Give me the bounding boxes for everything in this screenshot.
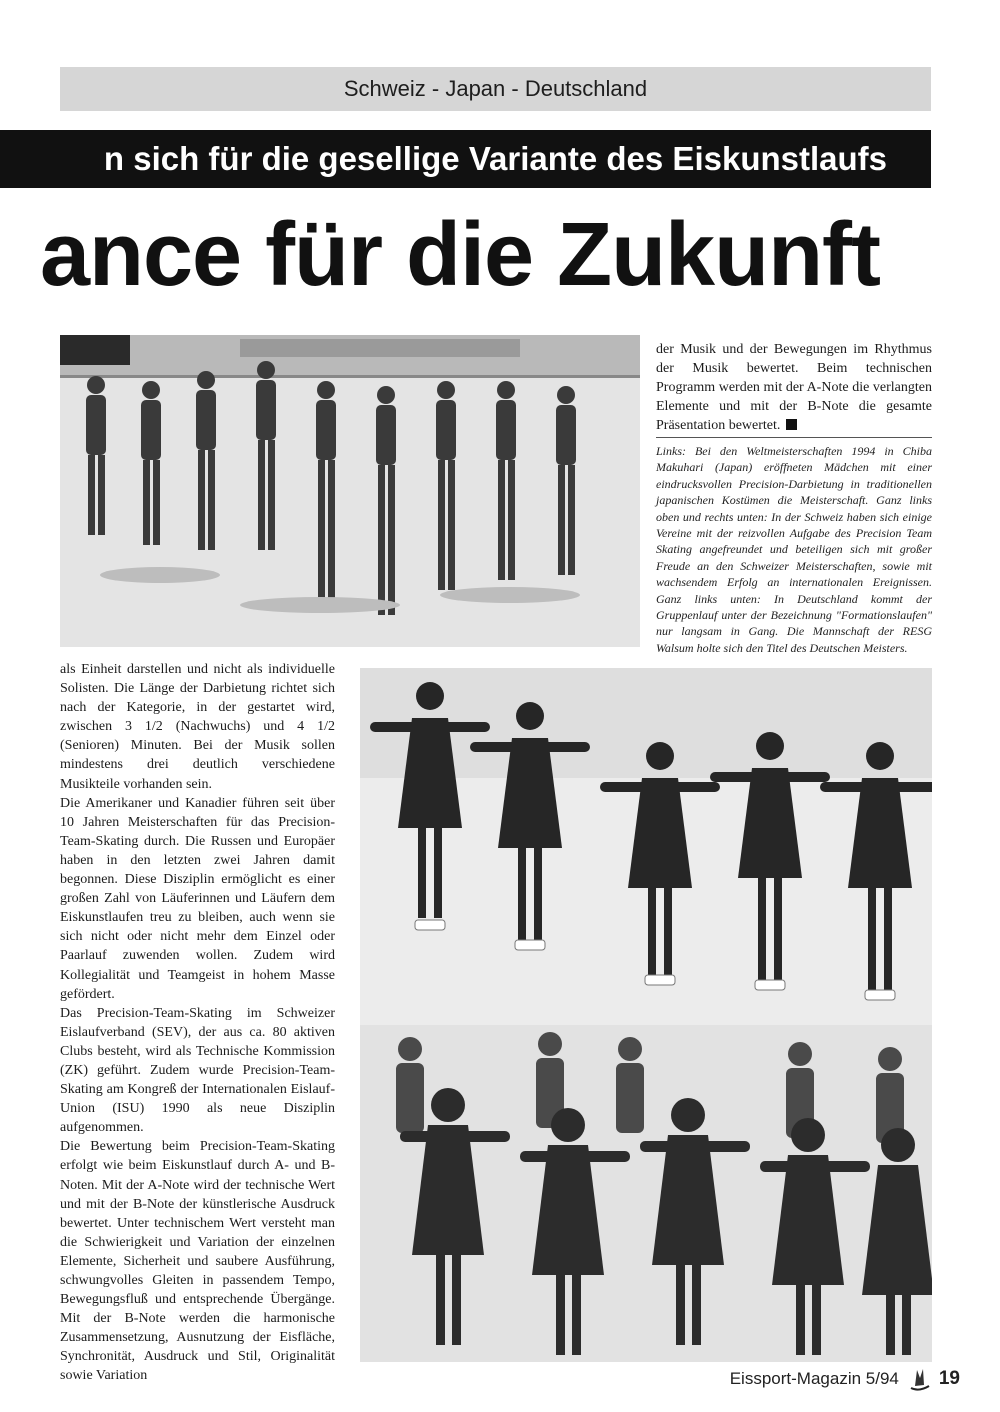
magazine-issue: Eissport-Magazin 5/94 [729,1369,899,1388]
body-paragraph: Die Amerikaner und Kanadier führen seit über 10 Jahren Meisterschaften für das Precision-Team-Skating durch. Die Russen und Europäer haben in den letzten zwei Jahren damit begonnen. Diese Disziplin ermöglicht es einer großen Zahl von Läuferinnen und Läufern dem Eiskunstlaufen treu zu bleiben, auch wenn sie sich nicht oder nicht mehr dem Einzel oder Paarlauf zuwenden wollen. Zudem wird Kollegialität und Teamgeist in hohem Masse gefördert. [60,795,335,1002]
caption-divider [656,437,932,438]
right-column-paragraph: der Musik und der Bewegungen im Rhythmus der Musik bewertet. Beim technischen Programm werden mit der A-Note die verlangten Elemente und mit der B-Note die gesamte Präsentation bewertet. [656,342,932,434]
section-rubric-bar [60,67,931,111]
body-text-column [60,660,335,1386]
photo-japanese-team [60,335,640,647]
kicker-text: n sich für die gesellige Variante des Eiskunstlaufs [103,140,887,177]
section-rubric: Schweiz - Japan - Deutschland [343,76,648,101]
page-number: 19 [938,1368,960,1389]
photo-caption: Links: Bei den Weltmeisterschaften 1994 in Chiba Makuhari (Japan) eröffneten Mädchen mit einer eindrucksvollen Precision-Darbietung in traditionellen japanischen Kostümen die Meisterschaft. Ganz links oben und rechts unten: In der Schweiz haben sich einige Vereine mit der reizvollen Aufgabe des Precision Team Skating angefreundet und beteiligen sich mit großer Freude an den Schweizer Meisterschaften, sowie mit wachsendem Erfolg an internationalen Ereignissen. Ganz links unten: In Deutschland kommt der Gruppenlauf unter der Bezeichnung "Formationslaufen" nur langsam in Gang. Die Mannschaft der RESG Walsum holte sich den Titel des Deutschen Meisters. [656,444,932,655]
body-paragraph: als Einheit darstellen und nicht als individuelle Solisten. Die Länge der Darbietung richtet sich nach der Kategorie, in der gestartet wird, zwischen 3 1/2 (Nachwuchs) und 4 1/2 (Senioren) Minuten. Bei der Musik sollen mindestens drei deutlich verschiedene Musikteile vorhanden sein. [60,662,335,792]
skate-logo-icon [907,1366,931,1392]
headline: ance für die Zukunft [39,205,880,305]
kicker-bar [0,130,931,188]
article-end-mark [786,419,797,430]
right-column-text [656,340,932,435]
body-paragraph: Die Bewertung beim Precision-Team-Skating erfolgt wie beim Eiskunstlauf durch A- und B-Noten. Mit der A-Note wird der technische Wert und mit der B-Note der künstlerische Ausdruck bewertet. Unter technischem Wert versteht man die Schwierigkeit und Variation der einzelnen Elemente, Sicherheit und saubere Ausführung, schwungvolles Gleiten in passendem Tempo, Bewegungsfluß und entsprechende Übergänge. Mit der B-Note werden die harmonische Zusammensetzung, Ausnutzung der Eisfläche, Synchronität, Ausdruck und Stil, Originalität sowie Variation [60,1139,335,1384]
photo-german-team [360,1025,932,1362]
page-footer [700,1365,960,1393]
photo-swiss-team [360,668,932,1025]
body-paragraph: Das Precision-Team-Skating im Schweizer Eislaufverband (SEV), der aus ca. 80 aktiven Clubs besteht, wird als Technische Kommission (ZK) geführt. Zudem wurde Precision-Team-Skating am Kongreß der Internationalen Eislauf-Union (ISU) 1990 als neue Disziplin aufgenommen. [60,1005,335,1136]
